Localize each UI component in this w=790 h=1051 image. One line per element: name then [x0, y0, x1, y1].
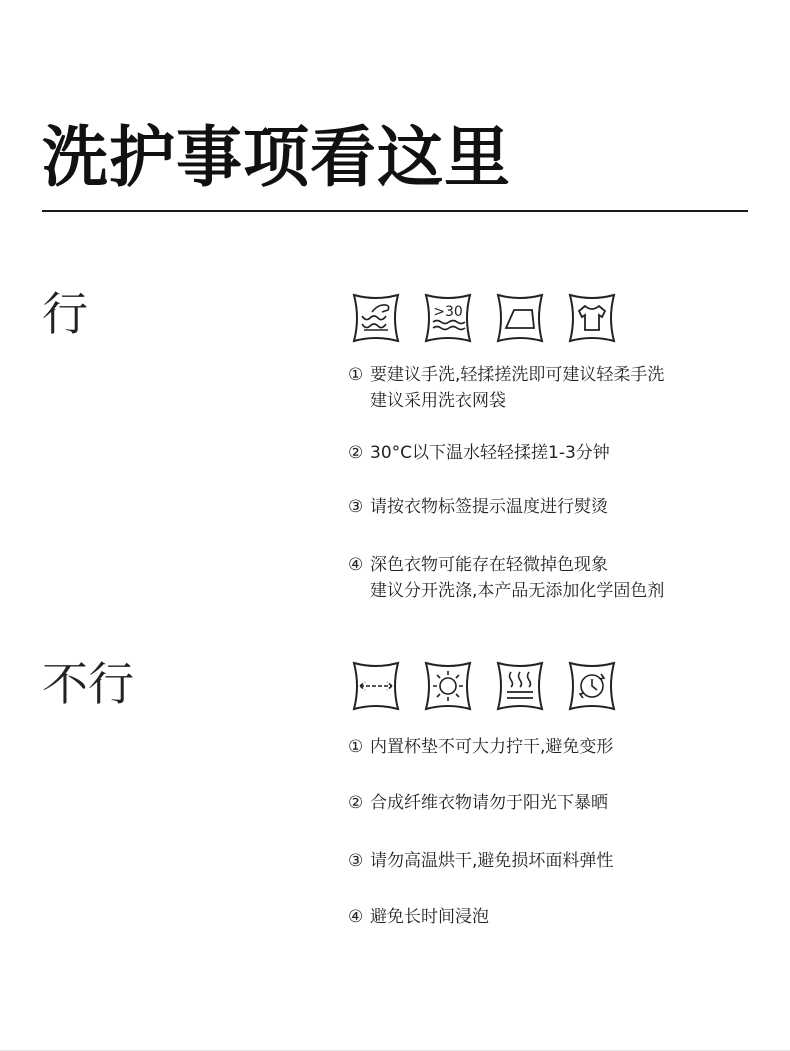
inside-out-shirt-icon [564, 292, 620, 344]
dont-section-label: 不行 [42, 657, 134, 711]
list-item [348, 362, 768, 414]
do-section-label: 行 [42, 287, 88, 341]
no-heat-dry-icon [492, 660, 548, 712]
no-stretch-icon [348, 660, 404, 712]
do-icons-row [348, 292, 620, 344]
dont-icons-row [348, 660, 620, 712]
item-number: ③ [348, 497, 364, 517]
item-text: 请勿高温烘干,避免损坏面料弹性 [370, 851, 614, 871]
list-item [348, 552, 768, 604]
item-number: ② [348, 443, 364, 463]
item-text-line2: 建议采用洗衣网袋 [370, 391, 506, 411]
item-text: 30°C以下温水轻轻揉搓1-3分钟 [370, 443, 610, 463]
item-text-line2: 建议分开洗涤,本产品无添加化学固色剂 [370, 581, 665, 601]
list-item [348, 848, 768, 874]
no-soak-icon [564, 660, 620, 712]
list-item [348, 734, 768, 760]
item-text: 深色衣物可能存在轻微掉色现象 [370, 555, 608, 575]
item-text: 要建议手洗,轻揉搓洗即可建议轻柔手洗 [370, 365, 665, 385]
item-number: ③ [348, 851, 364, 871]
iron-icon [492, 292, 548, 344]
page-title: 洗护事项看这里 [42, 119, 511, 196]
item-text: 合成纤维衣物请勿于阳光下暴晒 [370, 793, 608, 813]
list-item [348, 494, 768, 520]
hand-wash-icon [348, 292, 404, 344]
list-item [348, 440, 768, 466]
item-number: ① [348, 737, 364, 757]
item-text: 内置杯垫不可大力拧干,避免变形 [370, 737, 614, 757]
item-number: ④ [348, 907, 364, 927]
no-sun-icon [420, 660, 476, 712]
list-item [348, 904, 768, 930]
item-number: ① [348, 365, 364, 385]
title-divider [42, 210, 748, 212]
wash-temp-label: >30 [433, 304, 463, 320]
list-item [348, 790, 768, 816]
item-number: ② [348, 793, 364, 813]
item-text: 请按衣物标签提示温度进行熨烫 [370, 497, 608, 517]
item-text: 避免长时间浸泡 [370, 907, 489, 927]
item-number: ④ [348, 555, 364, 575]
wash-30-icon [420, 292, 476, 344]
